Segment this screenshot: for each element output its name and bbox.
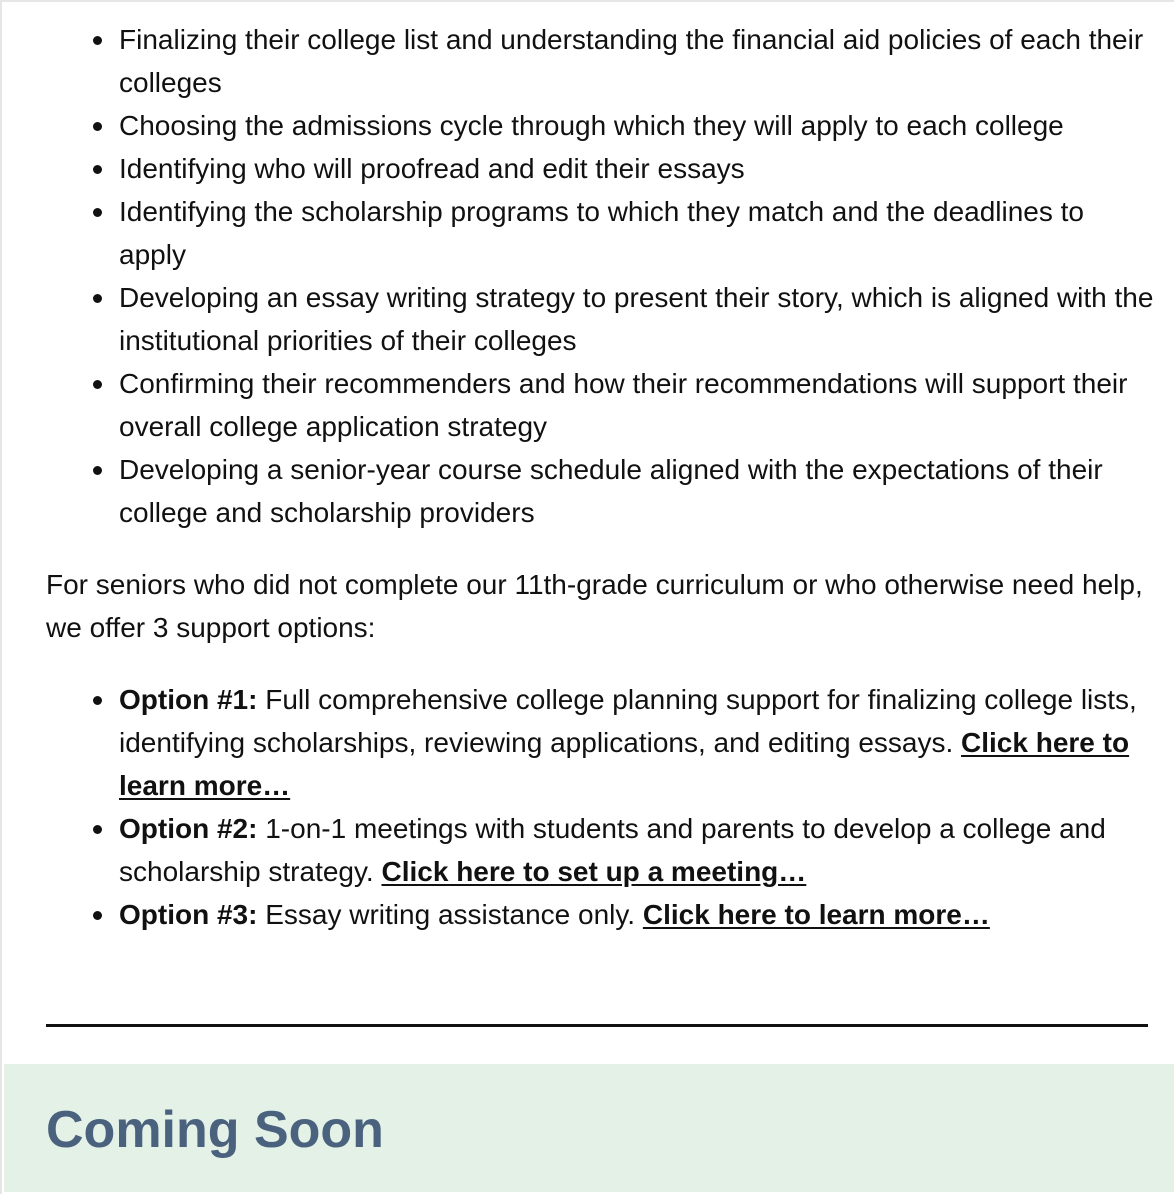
- list-item: Identifying who will proofread and edit their essays: [119, 147, 1156, 190]
- coming-soon-banner: [4, 1064, 1174, 1192]
- section-divider: [46, 1024, 1148, 1027]
- section-heading: Coming Soon: [46, 1101, 384, 1159]
- learn-more-link[interactable]: Click here to learn more…: [642, 899, 990, 930]
- list-item: Confirming their recommenders and how their recommendations will support their overall college application strategy: [119, 362, 1156, 448]
- support-options-list: [46, 678, 1156, 936]
- support-options-intro: For seniors who did not complete our 11th-grade curriculum or who otherwise need help, we offer 3 support options:: [46, 569, 1143, 643]
- option-label: Option #1:: [119, 684, 258, 715]
- option-description: 1-on-1 meetings with students and parents to develop a college and scholarship strategy.: [119, 813, 1106, 887]
- option-item-1: [119, 678, 1156, 807]
- list-item: Identifying the scholarship programs to which they match and the deadlines to apply: [119, 190, 1156, 276]
- senior-tasks-list: [46, 18, 1156, 534]
- option-label: Option #3:: [119, 899, 258, 930]
- learn-more-link[interactable]: Click here to learn more…: [119, 727, 1130, 801]
- option-label: Option #2:: [119, 813, 258, 844]
- list-item: Developing a senior-year course schedule aligned with the expectations of their college and scholarship providers: [119, 448, 1156, 534]
- option-item-2: [119, 807, 1156, 893]
- article-content: [46, 18, 1156, 936]
- option-item-3: [119, 893, 1156, 936]
- list-item: Choosing the admissions cycle through which they will apply to each college: [119, 104, 1156, 147]
- option-description: Essay writing assistance only.: [257, 899, 643, 930]
- set-up-meeting-link[interactable]: Click here to set up a meeting…: [381, 856, 807, 887]
- list-item: Finalizing their college list and understanding the financial aid policies of each their colleges: [119, 18, 1156, 104]
- option-description: Full comprehensive college planning support for finalizing college lists, identifying scholarships, reviewing applications, and editing essays.: [119, 684, 1137, 758]
- list-item: Developing an essay writing strategy to present their story, which is aligned with the institutional priorities of their colleges: [119, 276, 1156, 362]
